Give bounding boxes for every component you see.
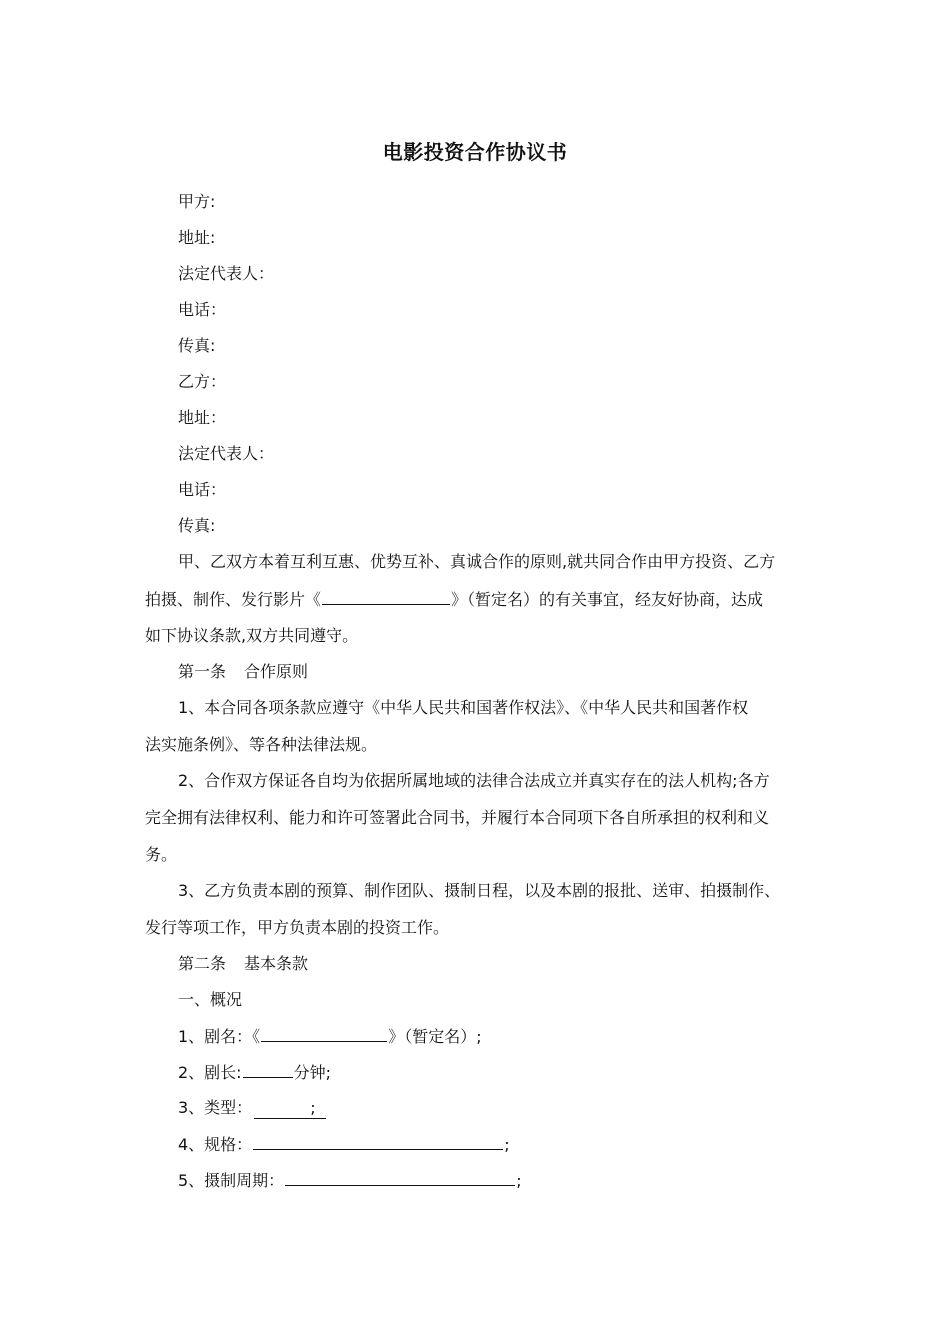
- film-title-blank: [322, 589, 450, 605]
- document-title: 电影投资合作协议书: [382, 140, 568, 164]
- item-spec: [178, 1134, 825, 1155]
- article-1-p2-line-1: 2、合作双方保证各自均为依据所属地域的法律合法成立并真实存在的法人机构;各方: [178, 771, 770, 790]
- intro-line-2: [145, 589, 825, 610]
- party-a-fax: 传真:: [178, 336, 216, 355]
- item-genre-label: 3、类型：: [178, 1098, 253, 1117]
- article-1-number: 第一条: [178, 662, 227, 681]
- party-b-legal-rep: 法定代表人：: [178, 444, 275, 463]
- article-1-heading: [178, 662, 825, 682]
- item-length-suffix: 分钟;: [293, 1063, 331, 1082]
- item-length-label: 2、剧长:: [178, 1063, 242, 1082]
- party-a-phone: 电话：: [178, 300, 227, 319]
- section-overview-heading: 一、概况: [178, 990, 243, 1009]
- item-shooting-period-label: 5、摄制周期：: [178, 1171, 285, 1190]
- article-2-title: 基本条款: [244, 954, 309, 973]
- item-length: [178, 1062, 825, 1083]
- item-shooting-period: [178, 1170, 825, 1191]
- genre-blank: [254, 1098, 325, 1119]
- article-1-p2-line-2: 完全拥有法律权利、能力和许可签署此合同书，并履行本合同项下各自所承担的权利和义: [145, 808, 770, 827]
- article-1-p2-line-3: 务。: [145, 845, 178, 864]
- party-a-label: 甲方:: [178, 192, 216, 211]
- party-b-phone: 电话：: [178, 480, 227, 499]
- item-shooting-period-suffix: ;: [516, 1171, 522, 1190]
- intro-line-2-after: 》（暂定名）的有关事宜，经友好协商，达成: [451, 590, 764, 609]
- party-b-address: 地址：: [178, 408, 227, 427]
- article-1-p1-line-2: 法实施条例》、等各种法律法规。: [145, 735, 378, 754]
- item-genre: [178, 1098, 825, 1119]
- item-title-label: 1、剧名：《: [178, 1027, 261, 1046]
- item-spec-suffix: ;: [504, 1135, 510, 1154]
- article-1-p1-line-1: 1、本合同各项条款应遵守《中华人民共和国著作权法》、《中华人民共和国著作权: [178, 698, 749, 717]
- party-b-fax: 传真:: [178, 516, 216, 535]
- party-b-label: 乙方：: [178, 372, 227, 391]
- length-blank: [243, 1062, 293, 1078]
- intro-line-2-before: 拍摄、制作、发行影片《: [145, 590, 322, 609]
- article-1-p3-line-1: 3、乙方负责本剧的预算、制作团队、摄制日程，以及本剧的报批、送审、拍摄制作、: [178, 881, 781, 900]
- article-2-heading: [178, 954, 825, 974]
- item-genre-suffix: ;: [310, 1098, 316, 1117]
- party-a-address: 地址:: [178, 228, 216, 247]
- spec-blank: [253, 1134, 503, 1150]
- intro-line-3: 如下协议条款,双方共同遵守。: [145, 626, 359, 645]
- article-2-number: 第二条: [178, 954, 227, 973]
- article-1-p3-line-2: 发行等项工作，甲方负责本剧的投资工作。: [145, 918, 450, 937]
- party-a-legal-rep: 法定代表人：: [178, 264, 275, 283]
- title-blank: [261, 1026, 387, 1042]
- item-title-suffix: 》（暂定名）;: [388, 1027, 482, 1046]
- item-title: [178, 1026, 825, 1047]
- article-1-title: 合作原则: [244, 662, 309, 681]
- item-spec-label: 4、规格：: [178, 1135, 253, 1154]
- intro-line-1: 甲、乙双方本着互利互惠、优势互补、真诚合作的原则,就共同合作由甲方投资、乙方: [178, 552, 776, 571]
- shooting-period-blank: [285, 1170, 515, 1186]
